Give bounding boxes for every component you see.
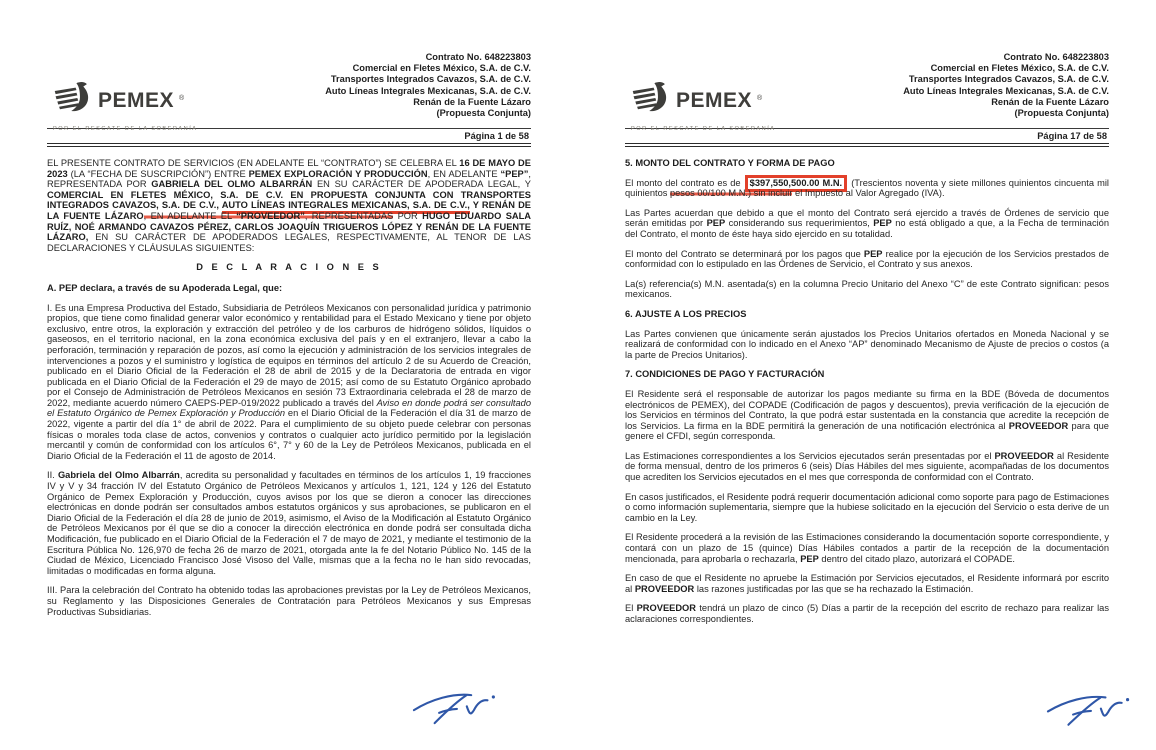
text-segment: PROVEEDOR	[636, 603, 697, 614]
text-segment: Gabriela del Olmo Albarrán	[57, 470, 180, 481]
paragraph	[625, 329, 1109, 361]
red-strike-annotation: , REPRESENTADAS	[304, 210, 394, 221]
contract-number: Contrato No. 648223803	[1003, 52, 1109, 62]
text-segment: COMERCIAL EN FLETES MÉXICO, S.A. DE C.V. EN PROPUESTA CONJUNTA CON TRANSPORTES INTEGRADOS CAVAZOS, S.A. DE C.V.,	[47, 189, 531, 211]
text-segment: Y RENÁN DE LA FUENTE LÁZARO	[47, 200, 532, 221]
text-segment: el Impuesto al Valor Agregado (IVA).	[792, 188, 945, 199]
text-segment: PEP	[863, 248, 883, 259]
section-heading: 6. AJUSTE A LOS PRECIOS	[625, 308, 747, 319]
paragraph	[625, 208, 1109, 240]
registered-mark: ®	[179, 95, 185, 102]
pemex-logo	[53, 80, 253, 132]
text-segment: GABRIELA DEL OLMO ALBARRÁN	[151, 179, 313, 190]
text-segment: I. Es una Empresa Productiva del Estado, Subsidiaria de Petróleos Mexicanos con personalidad jurídica y patrimonio propios, que tiene como finalidad generar valor económico y rentabilidad para el Estado Mexicano y tiene por objeto exclusivo, entre otros, la exploración y extracción del petróleo y de los carburos de hidrógeno sólidos, líquidos o gaseosos, en el territorio nacional, en la zona económica exclusiva del país y en el extranjero, llevar a cabo la perforación, terminación y reparación de pozos, así como la ejecución y administración de los servicios integrales de intervenciones a pozos y el suministro y logística de equipos en términos del artículo 2 de su Acuerdo de Creación, publicado en el Diario Oficial de la Federación el 28 de abril de 2015 y de la Declaratoria de entrada en vigor publicada en el Diario Oficial de la Federación el 29 de mayo de 2015; así como de su Estatuto Orgánico aprobado por el Consejo de Administración de Petróleos Mexicanos en sesión 73 Extraordinaria celebrada el 28 de marzo de 2022, mediante acuerdo número CAEPS-PEP-019/2022 publicado a través del	[47, 302, 531, 408]
party-line: Comercial en Fletes México, S.A. de C.V.	[352, 63, 531, 74]
text-segment: Aviso en donde podrá ser consultado el Estatuto Orgánico de Pemex Exploración y Producción	[47, 397, 531, 419]
text-segment: El Residente procederá a la revisión de las Estimaciones considerando la documentación soporte correspondiente, y contará con un plazo de 15 (quince) Días Hábiles contados a partir de la recepción de la documentación mencionada, para aprobarla o rechazarla,	[625, 532, 1109, 564]
text-segment: PEMEX EXPLORACIÓN Y PRODUCCIÓN	[248, 168, 428, 179]
handwritten-signature	[1043, 687, 1135, 737]
party-line: Transportes Integrados Cavazos, S.A. de C.V.	[330, 74, 531, 85]
text-segment: considerando sus requerimientos,	[725, 218, 874, 229]
header-double-rule	[625, 143, 1109, 147]
page-body	[625, 158, 1109, 625]
handwritten-signature	[409, 685, 501, 737]
text-segment: En caso de que el Residente no apruebe la Estimación por Servicios ejecutados, el Residente informará por escrito al	[625, 573, 1109, 594]
paragraph	[625, 532, 1109, 564]
text-segment: PROVEEDOR	[994, 450, 1054, 461]
text-segment: (Trescientos noventa y siete millones quinientos cincuenta mil quinientos	[625, 177, 1109, 199]
text-segment: Las Estimaciones correspondientes a los Servicios ejecutados serán presentadas por el	[625, 450, 995, 461]
page-header	[47, 52, 531, 132]
text-segment: Las Partes convienen que únicamente serán ajustados los Precios Unitarios ofertados en Moneda Nacional y se realizará de conformidad con lo indicado en el Anexo “AP” denominado Mecanismo de Ajuste de precios o costos (a la parte de Precios Unitarios).	[625, 328, 1109, 360]
text-segment: realice por la ejecución de los Servicios prestados de conformidad con lo estipulado en las Órdenes de Servicio, el Contrato y sus anexos.	[625, 248, 1109, 270]
paragraph	[625, 603, 1109, 624]
text-segment: El monto del Contrato se determinará por los pagos que	[625, 248, 864, 259]
page-2	[578, 0, 1156, 750]
paragraph	[47, 158, 531, 253]
text-segment: En casos justificados, el Residente podrá requerir documentación adicional como soporte para pago de Estimaciones o como información suplementaria, siempre que la hubiese solicitado en la ejecución del Servicio o esta derive de un cambio en la Ley.	[625, 491, 1109, 523]
contract-number: Contrato No. 648223803	[425, 52, 531, 62]
red-box-annotation: $397,550,500.00 M.N.	[745, 175, 847, 192]
section-heading: A. PEP declara, a través de su Apoderada Legal, que:	[47, 282, 283, 293]
text-segment: (LA “FECHA DE SUSCRIPCIÓN”) ENTRE	[67, 168, 249, 179]
pemex-wordmark: PEMEX	[676, 89, 753, 112]
paragraph	[625, 573, 1109, 594]
proposal-label: (Propuesta Conjunta)	[436, 108, 531, 119]
party-line: Auto Líneas Integrales Mexicanas, S.A. de C.V.	[325, 85, 531, 96]
paragraph	[625, 249, 1109, 270]
pemex-eagle-icon	[631, 80, 671, 121]
text-segment: PROVEEDOR	[634, 583, 695, 594]
text-segment: “PEP”	[500, 168, 529, 179]
pemex-tagline: POR EL RESCATE DE LA SOBERANÍA	[53, 126, 198, 132]
party-line: Auto Líneas Integrales Mexicanas, S.A. de C.V.	[903, 85, 1109, 96]
text-segment: PEP	[873, 218, 892, 229]
paragraph	[625, 279, 1109, 300]
text-segment: PEP	[800, 553, 819, 564]
section-heading: 5. MONTO DEL CONTRATO Y FORMA DE PAGO	[625, 158, 835, 168]
paragraph	[47, 303, 531, 462]
paragraph	[625, 451, 1109, 483]
text-segment: en el Diario Oficial de la Federación el día 31 de marzo de 2022, vigente a partir del día 1° de abril de 2022. Para el cumplimiento de su objeto puede celebrar con personas físicas o morales toda clase de actos, convenios y contratos o cualquier acto jurídico permitido por la legislación mercantil y común de conformidad con los artículos 6°, 7° y 60 de la Ley de Petróleos Mexicanos, publicada en el Diario Oficial de la Federación el 11 de agosto de 2014.	[47, 408, 531, 461]
text-segment: EL PRESENTE CONTRATO DE SERVICIOS (EN ADELANTE EL “CONTRATO”) SE CELEBRA EL	[47, 158, 460, 168]
text-segment: La(s) referencia(s) M.N. asentada(s) en la columna Precio Unitario del Anexo “C” de este Contrato significan: pesos mexicanos.	[625, 278, 1109, 300]
proposal-label: (Propuesta Conjunta)	[1014, 108, 1109, 119]
party-line: Transportes Integrados Cavazos, S.A. de C.V.	[908, 74, 1109, 85]
text-segment: PROVEEDOR	[1008, 420, 1069, 431]
text-segment: 16 DE MAYO DE 2023	[47, 158, 531, 179]
paragraph	[625, 178, 1109, 199]
page-number-label: Página 17 de 58	[1037, 131, 1107, 141]
pemex-tagline: POR EL RESCATE DE LA SOBERANÍA	[631, 126, 776, 132]
text-segment: El Residente será el responsable de autorizar los pagos mediante su firma en la BDE (Bóveda de documentos electrónicos de PEMEX), del COPADE (Codificación de pagos y descuentos), previa verificación de la ejecución de los Servicios en términos del Contrato, la que podrá estar sustentada en la constancia que acredite la recepción de los Servicios. La firma en la BDE permitirá la generación de una notificación electrónica al	[625, 388, 1109, 431]
text-segment: , REPRESENTADA POR	[47, 168, 531, 190]
text-segment: para que genere el CFDI, según corresponda.	[625, 420, 1109, 442]
text-segment: las razones justificadas por las que se ha rechazado la Estimación.	[694, 583, 974, 594]
header-double-rule	[47, 143, 531, 147]
section-heading: D E C L A R A C I O N E S	[196, 262, 382, 273]
section-heading: 7. CONDICIONES DE PAGO Y FACTURACIÓN	[625, 369, 825, 380]
text-segment: EN SU CARÁCTER DE APODERADOS LEGALES, RESPECTIVAMENTE, AL TENOR DE LAS DECLARACIONES Y CLÁUSULAS SIGUIENTES:	[47, 232, 531, 253]
paragraph	[47, 470, 531, 576]
text-segment: EN SU CARÁCTER DE APODERADA LEGAL, Y	[312, 179, 531, 190]
registered-mark: ®	[757, 95, 763, 102]
text-segment: no está obligado a que, a la Fecha de terminación del Contrato, el monto de éste haya sido ejercido en su totalidad.	[625, 218, 1110, 239]
text-segment: PEP	[706, 218, 726, 229]
text-segment: , EN ADELANTE	[427, 168, 501, 179]
text-segment: dentro del citado plazo, autorizará el COPADE.	[818, 553, 1016, 564]
text-segment: II.	[47, 470, 58, 481]
red-strike-annotation: “PROVEEDOR”	[236, 210, 305, 221]
page-body	[47, 158, 531, 617]
party-line: Renán de la Fuente Lázaro	[991, 96, 1109, 107]
paragraph	[47, 585, 531, 617]
text-segment: , acredita su personalidad y facultades en términos de los artículos 1, 19 fracciones IV y V y 34 fracción IV del Estatuto Orgánico de Petróleos Mexicanos y artículos 1, 121, 124 y 126 del Estatuto Orgánico de Pemex Exploración y Producción, cuyos avisos por los que se dieron a conocer las direcciones electrónicas en donde podrán ser consultados ambos estatutos orgánicos y sus aprobaciones, se publicaron en el Diario Oficial de la Federación el día 28 de junio de 2019, asimismo, el Aviso de la Modificación al Estatuto Orgánico de Petróleos Mexicanos por él que se dio a conocer la dirección electrónica en donde podrá ser consultada dicha Modificación, fue publicado en el Diario Oficial de la Federación el 7 de mayo de 2021, y mediante el testimonio de la Escritura Pública No. 126,970 de fecha 26 de marzo de 2021, otorgada ante la fe del Notario Público No. 145 de la Ciudad de México, Licenciado Francisco José Visoso del Valle, mismas que a la fecha no le han sido revocadas, limitadas o modificadas en forma alguna.	[47, 470, 531, 576]
paragraph	[625, 389, 1109, 442]
text-segment: El monto del contrato es de	[625, 177, 744, 188]
red-strike-annotation: pesos 00/100 M.N.) sin incluir	[669, 188, 793, 199]
text-segment: Las Partes acuerdan que debido a que el monto del Contrato será ejercido a través de Órdenes de servicio que serán emitidas por	[625, 207, 1109, 229]
pemex-logo	[631, 80, 831, 132]
page-header	[625, 52, 1109, 132]
pemex-eagle-icon	[53, 80, 93, 121]
text-segment: POR	[393, 210, 423, 221]
party-line: Comercial en Fletes México, S.A. de C.V.	[930, 63, 1109, 74]
red-underline-annotation: AUTO LÍNEAS INTEGRALES MEXICANAS, S.A. DE C.V.,	[222, 200, 470, 214]
text-segment: El	[625, 603, 637, 614]
paragraph	[625, 492, 1109, 524]
text-segment: tendrá un plazo de cinco (5) Días a partir de la recepción del escrito de rechazo para realizar las aclaraciones correspondientes.	[625, 603, 1109, 624]
text-segment: III. Para la celebración del Contrato ha obtenido todas las aprobaciones previstas por la Ley de Petróleos Mexicanos, su Reglamento y las Disposiciones Generales de Contratación para Petróleos Mexicanos y sus Empresas Productivas Subsidiarias.	[47, 585, 531, 617]
text-segment: al Residente de forma mensual, dentro de los primeros 6 (seis) Días Hábiles del mes siguiente, acompañadas de los documentos que acrediten los Servicios ejecutados en el mes que corresponda de conformidad con el Contrato.	[625, 450, 1109, 483]
red-strike-annotation: , EN ADELANTE EL	[143, 210, 237, 221]
page-number-label: Página 1 de 58	[464, 131, 529, 141]
party-line: Renán de la Fuente Lázaro	[413, 96, 531, 107]
text-segment: HUGO EDUARDO SALA RUÍZ, NOÉ ARMANDO CAVAZOS PÉREZ, CARLOS JOAQUÍN TRIGUEROS LÓPEZ Y RENÁN DE LA FUENTE LÁZARO,	[47, 210, 532, 243]
pemex-wordmark: PEMEX	[98, 89, 175, 112]
